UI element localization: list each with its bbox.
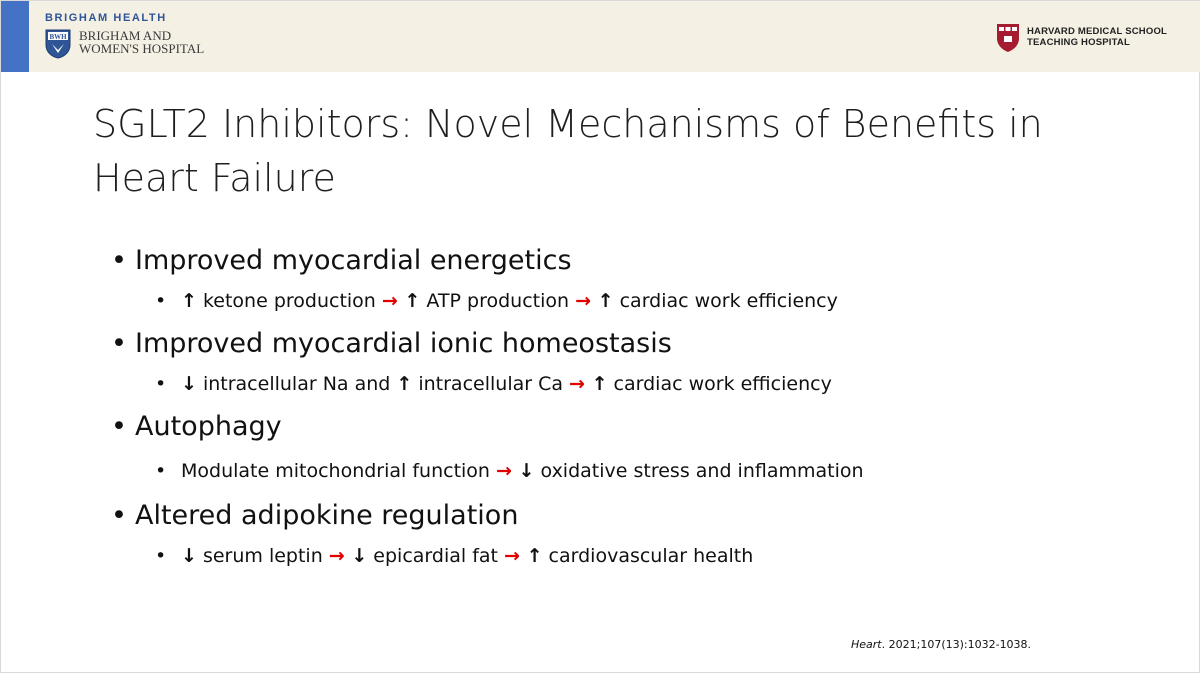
- hms-line2: TEACHING HOSPITAL: [1027, 37, 1130, 48]
- up-arrow-icon: ↑: [591, 290, 614, 312]
- sub-bullet-autophagy: [155, 460, 864, 482]
- bwh-shield-text: BWH: [49, 33, 67, 41]
- sub-text: ATP production: [420, 290, 576, 312]
- right-arrow-icon: →: [575, 290, 592, 312]
- citation-details: . 2021;107(13):1032-1038.: [881, 638, 1032, 651]
- sub-text: Modulate mitochondrial function: [181, 460, 497, 482]
- bullet-label: Improved myocardial ionic homeostasis: [135, 328, 672, 359]
- sub-bullet-dot: •: [155, 373, 167, 395]
- right-arrow-icon: →: [496, 460, 512, 482]
- up-arrow-icon: ↑: [519, 545, 543, 567]
- sub-text: epicardial fat: [367, 545, 505, 567]
- bullet-label: Autophagy: [135, 411, 282, 442]
- sub-text: cardiac work efficiency: [607, 373, 832, 395]
- harvard-shield-icon: [996, 23, 1020, 53]
- right-arrow-icon: →: [569, 373, 585, 395]
- down-arrow-icon: ↓: [344, 545, 368, 567]
- up-arrow-icon: ↑: [397, 290, 421, 312]
- sub-text: ketone production: [196, 290, 382, 312]
- up-arrow-icon: ↑: [181, 290, 197, 312]
- citation: [851, 638, 1031, 651]
- bullet-ionic-homeostasis: [111, 328, 672, 359]
- up-arrow-icon: ↑: [584, 373, 608, 395]
- up-arrow-icon: ↑: [396, 373, 413, 395]
- sub-text: cardiac work efficiency: [613, 290, 838, 312]
- sub-text: intracellular Na and: [196, 373, 397, 395]
- bwh-name-line2: WOMEN'S HOSPITAL: [79, 41, 205, 56]
- sub-text: serum leptin: [196, 545, 329, 567]
- right-arrow-icon: →: [328, 545, 345, 567]
- down-arrow-icon: ↓: [181, 545, 197, 567]
- hms-line1: HARVARD MEDICAL SCHOOL: [1027, 26, 1168, 37]
- brigham-health-label: BRIGHAM HEALTH: [45, 12, 167, 24]
- accent-bar: [1, 1, 29, 72]
- citation-journal: Heart: [851, 638, 882, 651]
- sub-text: cardiovascular health: [542, 545, 754, 567]
- sub-bullet-energetics: [155, 290, 838, 312]
- bullet-dot: •: [111, 500, 127, 531]
- bullet-dot: •: [111, 245, 127, 276]
- sub-bullet-dot: •: [155, 460, 167, 482]
- bullet-myocardial-energetics: [111, 245, 572, 276]
- bwh-name-line1: BRIGHAM AND: [79, 28, 172, 43]
- sub-bullet-dot: •: [155, 545, 167, 567]
- down-arrow-icon: ↓: [511, 460, 535, 482]
- bullet-label: Altered adipokine regulation: [135, 500, 519, 531]
- bullet-adipokine: [111, 500, 518, 531]
- bullet-autophagy: [111, 411, 282, 442]
- header-band: [1, 1, 1200, 72]
- sub-text: oxidative stress and inflammation: [534, 460, 864, 482]
- slide-title: SGLT2 Inhibitors: Novel Mechanisms of Benefits in Heart Failure: [93, 102, 1043, 200]
- sub-bullet-adipokine: [155, 545, 753, 567]
- bullet-dot: •: [111, 328, 127, 359]
- bwh-shield-icon: [45, 29, 71, 59]
- right-arrow-icon: →: [504, 545, 520, 567]
- sub-bullet-dot: •: [155, 290, 167, 312]
- down-arrow-icon: ↓: [181, 373, 197, 395]
- sub-bullet-ionic: [155, 373, 832, 395]
- bullet-label: Improved myocardial energetics: [135, 245, 572, 276]
- right-arrow-icon: →: [381, 290, 398, 312]
- sub-text: intracellular Ca: [412, 373, 570, 395]
- bullet-dot: •: [111, 411, 127, 442]
